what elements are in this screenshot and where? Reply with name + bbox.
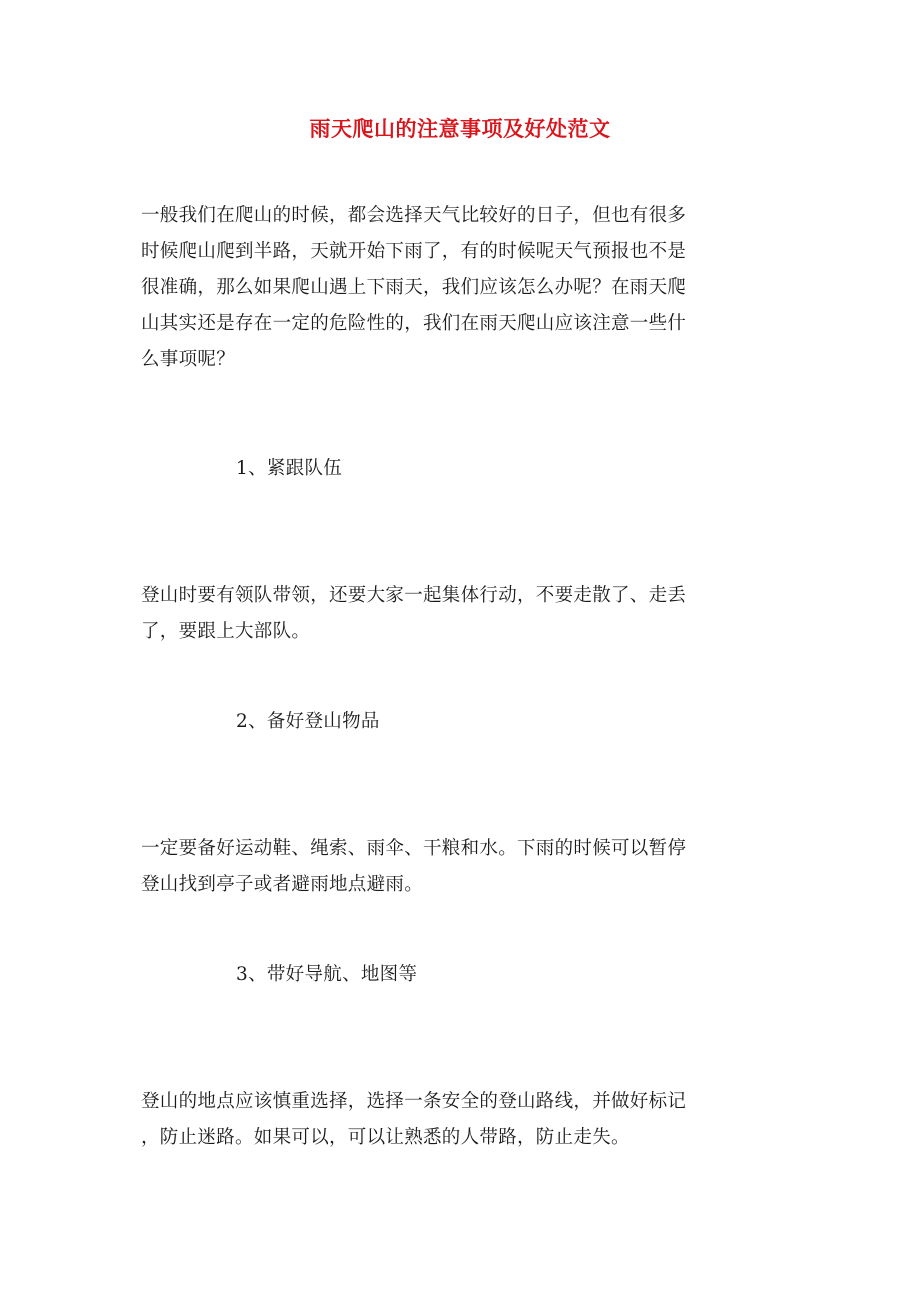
section-heading-1: 1、紧跟队伍 <box>236 458 343 479</box>
section-paragraph-1 <box>141 578 781 650</box>
paragraph-line: 了，要跟上大部队。 <box>141 621 311 642</box>
paragraph-line: 时候爬山爬到半路，天就开始下雨了，有的时候呢天气预报也不是 <box>141 241 687 262</box>
document-title: 雨天爬山的注意事项及好处范文 <box>309 116 611 141</box>
paragraph-line: 登山时要有领队带领，还要大家一起集体行动，不要走散了、走丢 <box>141 585 687 606</box>
paragraph-line: ，防止迷路。如果可以，可以让熟悉的人带路，防止走失。 <box>141 1127 630 1148</box>
section-heading-2: 2、备好登山物品 <box>236 711 380 732</box>
paragraph-line: 很准确，那么如果爬山遇上下雨天，我们应该怎么办呢？在雨天爬 <box>141 277 687 298</box>
paragraph-line: 登山的地点应该慎重选择，选择一条安全的登山路线，并做好标记 <box>141 1091 687 1112</box>
intro-paragraph <box>141 198 781 378</box>
section-paragraph-3 <box>141 1084 781 1156</box>
paragraph-line: 山其实还是存在一定的危险性的，我们在雨天爬山应该注意一些什 <box>141 313 687 334</box>
section-heading-3: 3、带好导航、地图等 <box>236 964 418 985</box>
section-paragraph-2 <box>141 831 781 903</box>
paragraph-line: 一般我们在爬山的时候，都会选择天气比较好的日子，但也有很多 <box>141 205 687 226</box>
paragraph-line: 登山找到亭子或者避雨地点避雨。 <box>141 874 424 895</box>
paragraph-line: 一定要备好运动鞋、绳索、雨伞、干粮和水。下雨的时候可以暂停 <box>141 838 687 859</box>
paragraph-line: 么事项呢？ <box>141 349 236 370</box>
